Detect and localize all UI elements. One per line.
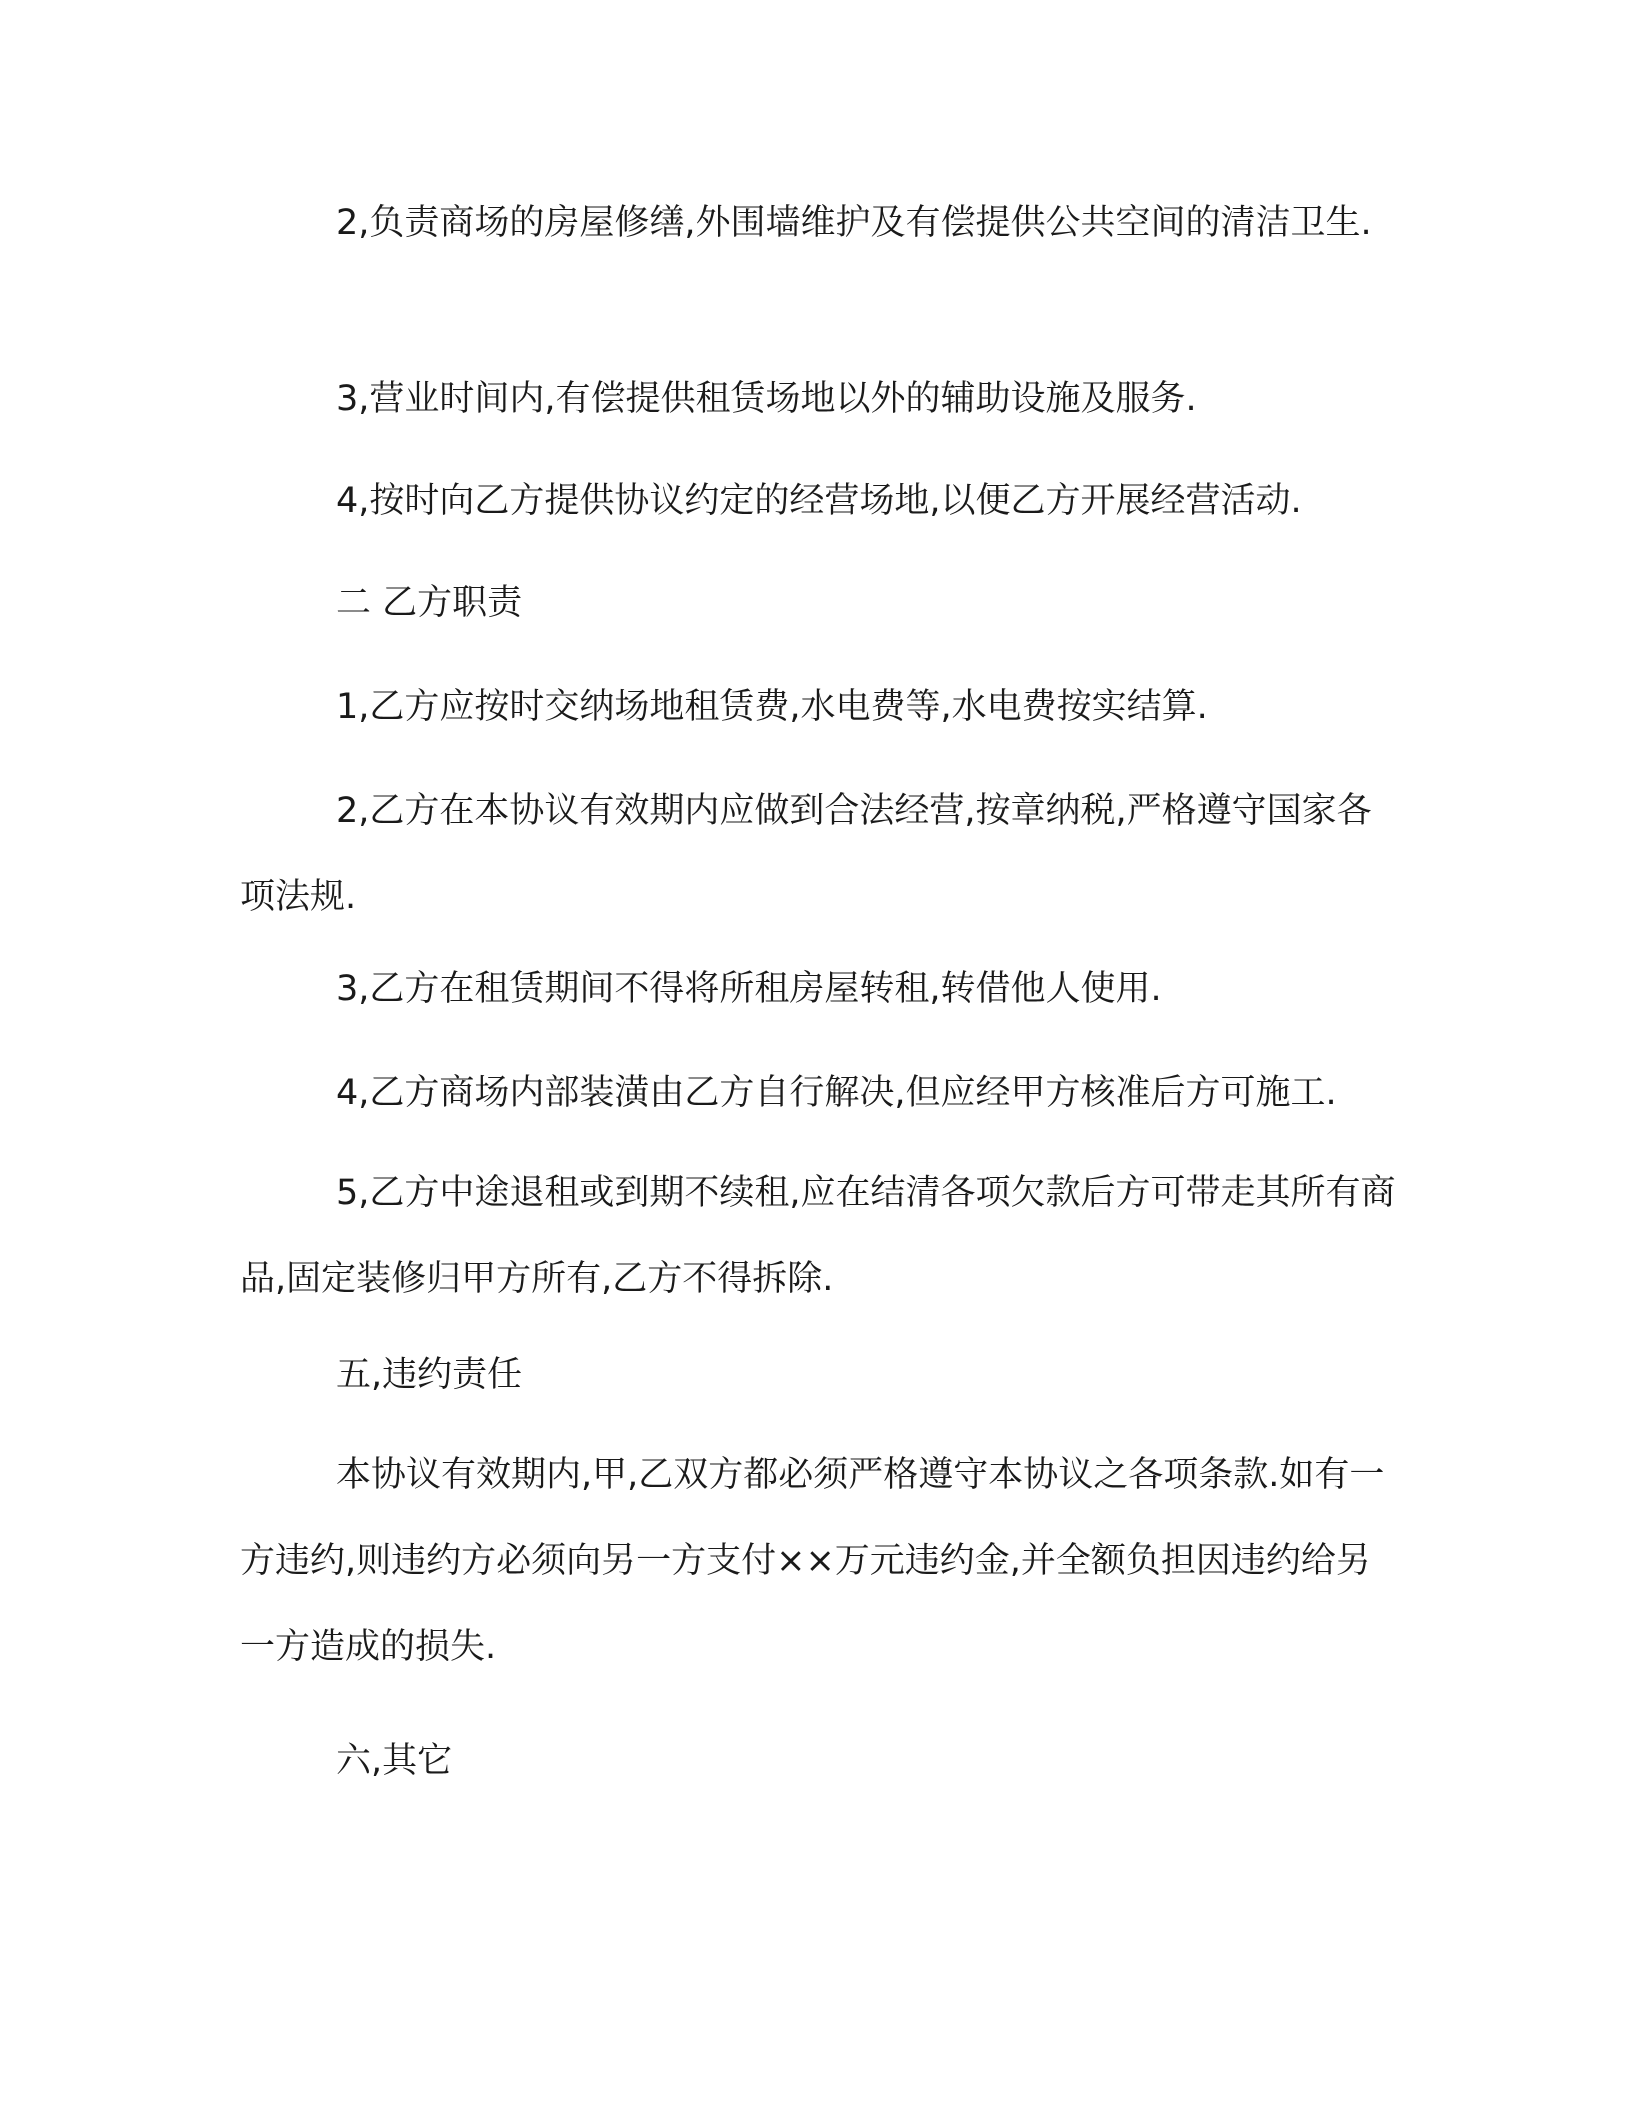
paragraph-landlord-duty-2: 2,负责商场的房屋修缮,外围墙维护及有偿提供公共空间的清洁卫生.	[336, 203, 1372, 243]
paragraph-tenant-duty-5: 5,乙方中途退租或到期不续租,应在结清各项欠款后方可带走其所有商品,固定装修归甲方所有,乙方不得拆除.	[240, 1173, 1396, 1299]
section-heading-tenant-duties: 二 乙方职责	[336, 583, 523, 623]
section-heading-other: 六,其它	[336, 1741, 453, 1781]
paragraph-tenant-duty-2: 2,乙方在本协议有效期内应做到合法经营,按章纳税,严格遵守国家各项法规.	[240, 791, 1372, 917]
paragraph-tenant-duty-3: 3,乙方在租赁期间不得将所租房屋转租,转借他人使用.	[336, 969, 1162, 1009]
paragraph-tenant-duty-1: 1,乙方应按时交纳场地租赁费,水电费等,水电费按实结算.	[336, 687, 1208, 727]
paragraph-tenant-duty-4: 4,乙方商场内部装潢由乙方自行解决,但应经甲方核准后方可施工.	[336, 1073, 1337, 1113]
paragraph-breach-terms: 本协议有效期内,甲,乙双方都必须严格遵守本协议之各项条款.如有一方违约,则违约方必须向另一方支付××万元违约金,并全额负担因违约给另一方造成的损失.	[240, 1455, 1385, 1667]
paragraph-landlord-duty-4: 4,按时向乙方提供协议约定的经营场地,以便乙方开展经营活动.	[336, 481, 1302, 521]
paragraph-landlord-duty-3: 3,营业时间内,有偿提供租赁场地以外的辅助设施及服务.	[336, 379, 1197, 419]
section-heading-breach-liability: 五,违约责任	[336, 1355, 523, 1395]
